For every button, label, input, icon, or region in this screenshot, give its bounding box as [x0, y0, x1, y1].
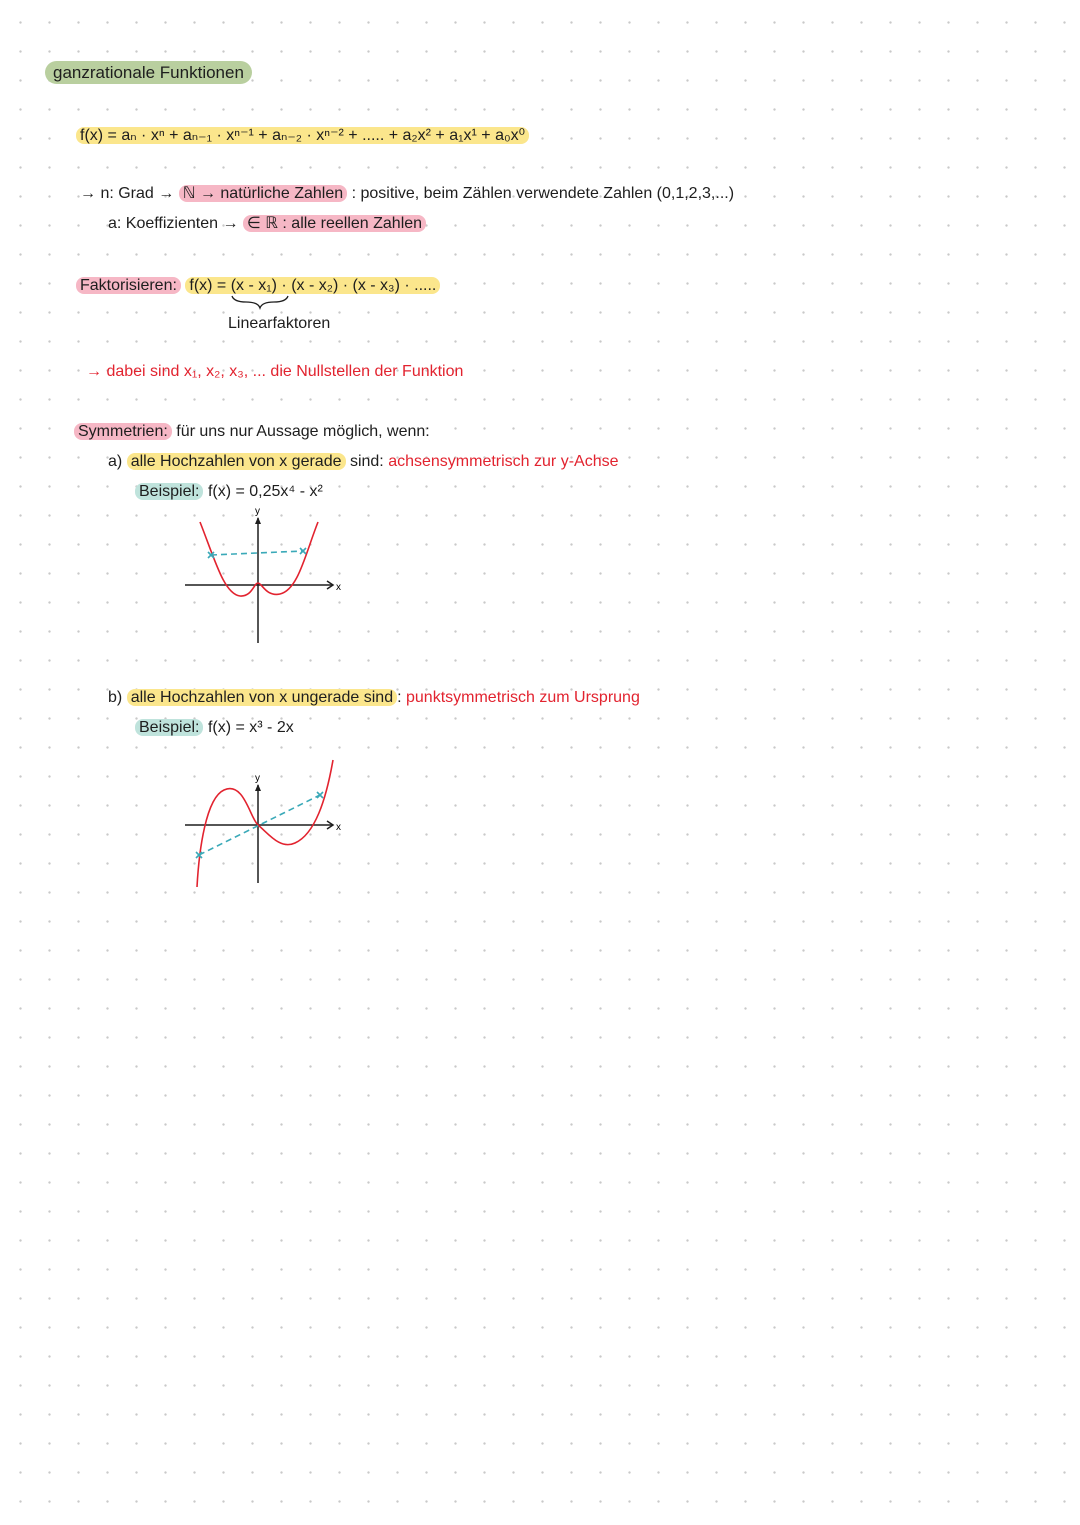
symmetry-heading: Symmetrien: für uns nur Aussage möglich, wenn:	[74, 422, 430, 442]
y-axis-label: y	[255, 506, 260, 517]
coefficient-definition: a: Koeffizienten → ∈ ℝ : alle reellen Zahlen	[108, 214, 426, 234]
symmetry-dashed-line	[211, 551, 303, 555]
curve	[197, 760, 333, 887]
x-axis-label: x	[336, 582, 341, 593]
point-marker-icon	[208, 548, 306, 558]
degree-definition: → n: Grad → ℕ → natürliche Zahlen : positive, beim Zählen verwendete Zahlen (0,1,2,3,...)	[80, 185, 735, 202]
y-axis-arrow-icon	[255, 517, 261, 524]
example-a: Beispiel: f(x) = 0,25x⁴ - x²	[135, 482, 323, 502]
symmetry-a: a) alle Hochzahlen von x gerade sind: achsensymmetrisch zur y-Achse	[108, 453, 619, 470]
brace-label: Linearfaktoren	[228, 315, 331, 332]
underbrace	[232, 296, 288, 308]
zeros-note: → dabei sind x₁, x₂, x₃, ... die Nullstellen der Funktion	[86, 363, 464, 380]
graph-odd-function	[185, 760, 341, 887]
factorize-line: Faktorisieren: f(x) = (x - x₁) · (x - x₂) · (x - x₃) · .....	[76, 276, 440, 296]
general-formula: f(x) = aₙ · xⁿ + aₙ₋₁ · xⁿ⁻¹ + aₙ₋₂ · xⁿ⁻² + ..... + a₂x² + a₁x¹ + a₀x⁰	[76, 126, 529, 146]
symmetry-b: b) alle Hochzahlen von x ungerade sind : punktsymmetrisch zum Ursprung	[108, 689, 640, 706]
x-axis-label: x	[336, 822, 341, 833]
y-axis-arrow-icon	[255, 784, 261, 791]
page-title: ganzrationale Funktionen	[45, 63, 252, 83]
y-axis-label: y	[255, 773, 260, 784]
example-b: Beispiel: f(x) = x³ - 2x	[135, 718, 294, 738]
graph-even-function	[185, 506, 341, 643]
